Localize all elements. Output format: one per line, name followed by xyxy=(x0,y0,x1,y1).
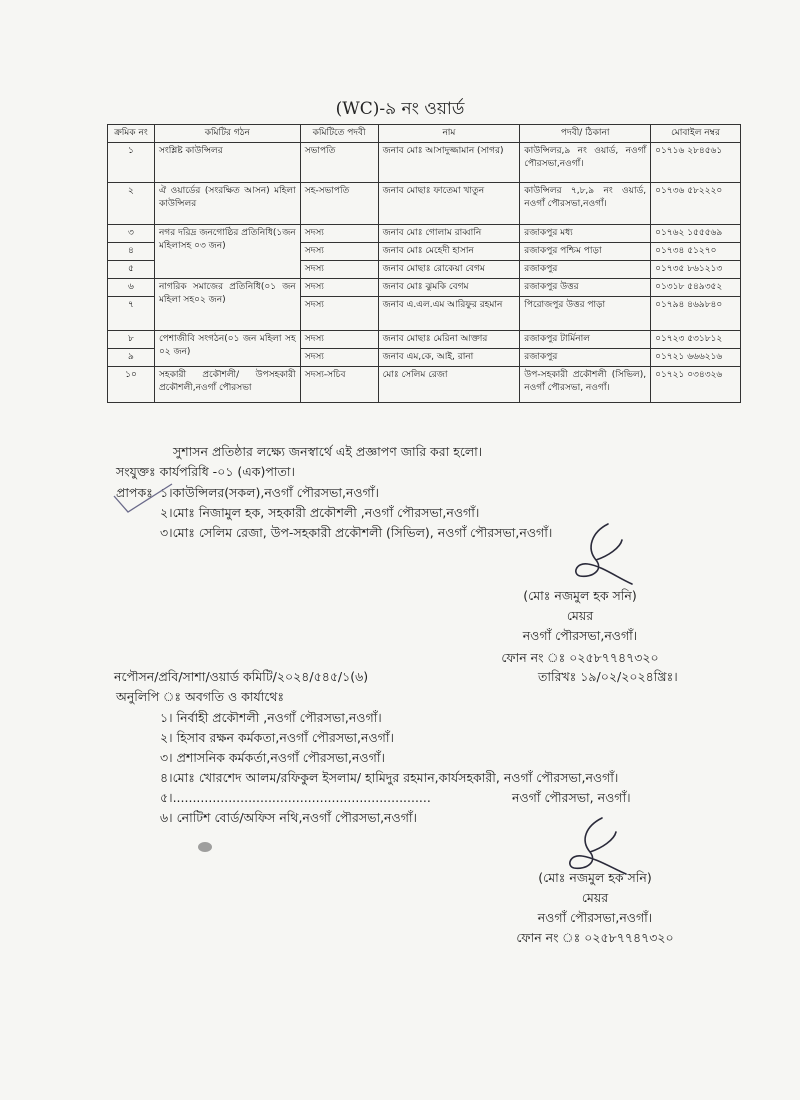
table-row xyxy=(108,331,741,349)
cell-name: জনাব এ.এল.এম আরিফুর রহমান xyxy=(378,297,520,331)
cell-formation: নাগরিক সমাজের প্রতিনিধি(০১ জন মহিলা সহ০২ জন) xyxy=(154,279,300,331)
cell-post: সদস্য-সচিব xyxy=(300,367,378,403)
cell-serial: ৯ xyxy=(108,349,155,367)
cell-formation: পেশাজীবি সংগঠন(০১ জন মহিলা সহ ০২ জন) xyxy=(154,331,300,367)
header-address: পদবী/ ঠিকানা xyxy=(520,125,651,143)
cell-mobile: ০১৩১৮ ৫৪৯৩৫২ xyxy=(651,279,741,297)
cell-serial: ১০ xyxy=(108,367,155,403)
cell-post: সহ-সভাপতি xyxy=(300,183,378,225)
signature-image xyxy=(562,518,642,590)
cell-address: পিরোজপুর উত্তর পাড়া xyxy=(520,297,651,331)
cell-post: সভাপতি xyxy=(300,143,378,183)
copy-item: ২। হিসাব রক্ষন কর্মকতা,নওগাঁ পৌরসভা,নওগাঁ। xyxy=(160,730,394,745)
cell-name: জনাব মোঃ ঝুমকি বেগম xyxy=(378,279,520,297)
signature2-designation: মেয়র xyxy=(581,890,609,905)
table-row xyxy=(108,143,741,183)
cell-mobile: ০১৭৩৫ ৮৬১২১৩ xyxy=(651,261,741,279)
cell-serial: ৩ xyxy=(108,225,155,243)
recipient-item: ৩।মোঃ সেলিম রেজা, উপ-সহকারী প্রকৌশলী (সিভিল), নওগাঁ পৌরসভা,নওগাঁ। xyxy=(160,525,553,540)
cell-post: সদস্য xyxy=(300,225,378,243)
cell-name: মোঃ সেলিম রেজা xyxy=(378,367,520,403)
table-row xyxy=(108,183,741,225)
signature1-office: নওগাঁ পৌরসভা,নওগাঁ। xyxy=(522,628,638,643)
copy-item: ৩। প্রশাসনিক কর্মকর্তা,নওগাঁ পৌরসভা,নওগাঁ। xyxy=(160,750,385,765)
copy-item: ৫।................................................................. xyxy=(160,790,431,805)
cell-address: রজাকপুর উত্তর xyxy=(520,279,651,297)
header-serial: ক্রমিক নং xyxy=(108,125,155,143)
cell-formation: সহকারী প্রকৌশলী/ উপসহকারী প্রকৌশলী,নওগাঁ পৌরসভা xyxy=(154,367,300,403)
checkmark-icon xyxy=(110,478,180,518)
cell-formation: নগর দরিদ্র জনগোষ্ঠির প্রতিনিধি(১জন মহিলাসহ ০৩ জন) xyxy=(154,225,300,279)
cell-name: জনাব মোছাঃ ফাতেমা খাতুন xyxy=(378,183,520,225)
signature2-office: নওগাঁ পৌরসভা,নওগাঁ। xyxy=(537,910,653,925)
cell-address: রজাকপুর টার্মিনাল xyxy=(520,331,651,349)
cell-address: কাউন্সিলর,৯ নং ওয়ার্ড, নওগাঁ পৌরসভা,নওগাঁ। xyxy=(520,143,651,183)
cell-serial: ৪ xyxy=(108,243,155,261)
header-post: কমিটিতে পদবী xyxy=(300,125,378,143)
signature2-phone: ফোন নং ঃ ০২৫৮৭৭৪৭৩২০ xyxy=(516,930,674,945)
cell-mobile: ০১৭২১ ৬৬৬২১৬ xyxy=(651,349,741,367)
copy-item: ১। নির্বাহী প্রকৌশলী ,নওগাঁ পৌরসভা,নওগাঁ। xyxy=(160,710,382,725)
notice-text: সুশাসন প্রতিষ্ঠার লক্ষ্যে জনস্বার্থে এই প্রজ্ঞাপণ জারি করা হলো। xyxy=(173,444,483,459)
recipients-label: প্রাপকঃ xyxy=(116,485,153,500)
header-mobile: মোবাইল নম্বর xyxy=(651,125,741,143)
cell-post: সদস্য xyxy=(300,297,378,331)
table-row xyxy=(108,225,741,243)
table-row xyxy=(108,279,741,297)
table-row xyxy=(108,367,741,403)
cell-post: সদস্য xyxy=(300,279,378,297)
signature1-designation: মেয়র xyxy=(566,608,594,623)
cell-formation: সংশ্লিষ্ট কাউন্সিলর xyxy=(154,143,300,183)
table-header-row xyxy=(108,125,741,143)
cell-mobile: ০১৭৩৬ ৫৮২২২০ xyxy=(651,183,741,225)
cell-address: কাউন্সিলর ৭,৮,৯ নং ওয়ার্ড, নওগাঁ পৌরসভা,নওগাঁ। xyxy=(520,183,651,225)
recipient-item: ১।কাউন্সিলর(সকল),নওগাঁ পৌরসভা,নওগাঁ। xyxy=(160,485,379,500)
cell-post: সদস্য xyxy=(300,349,378,367)
cell-serial: ৮ xyxy=(108,331,155,349)
signature1-phone: ফোন নং ঃ ০২৫৮৭৭৪৭৩২০ xyxy=(501,650,659,665)
cell-mobile: ০১৭২১ ০৩৪৩২৬ xyxy=(651,367,741,403)
cell-name: জনাব মোঃ গোলাম রাব্বানি xyxy=(378,225,520,243)
cell-serial: ৫ xyxy=(108,261,155,279)
memo-number: নপৌসন/প্রবি/সাশা/ওয়ার্ড কমিটি/২০২৪/৫৪৫/১(৬) xyxy=(114,669,369,684)
attachment-text: সংযুক্তঃ কার্যপরিধি -০১ (এক)পাতা। xyxy=(116,464,295,479)
cell-post: সদস্য xyxy=(300,243,378,261)
cell-name: জনাব মোঃ মেহেদী হাসান xyxy=(378,243,520,261)
cell-address: উপ-সহকারী প্রকৌশলী (সিভিল), নওগাঁ পৌরসভা, নওগাঁ। xyxy=(520,367,651,403)
cell-name: জনাব মোছাঃ রোকেয়া বেগম xyxy=(378,261,520,279)
cell-post: সদস্য xyxy=(300,331,378,349)
header-formation: কমিটির গঠন xyxy=(154,125,300,143)
cell-address: রজাকপুর মধ্য xyxy=(520,225,651,243)
ink-smudge xyxy=(198,842,212,852)
memo-date: তারিখঃ ১৯/০২/২০২৪খ্রিঃ। xyxy=(538,669,678,684)
ward-committee-table xyxy=(107,124,741,403)
cell-serial: ৬ xyxy=(108,279,155,297)
cell-name: জনাব মোছাঃ মেরিনা আক্তার xyxy=(378,331,520,349)
recipient-item: ২।মোঃ নিজামুল হক, সহকারী প্রকৌশলী ,নওগাঁ পৌরসভা,নওগাঁ। xyxy=(160,505,480,520)
cell-mobile: ০১৭২৩ ৫৩১৮১২ xyxy=(651,331,741,349)
cell-serial: ১ xyxy=(108,143,155,183)
cell-serial: ৭ xyxy=(108,297,155,331)
copy-label: অনুলিপি ঃ অবগতি ও কার্যাথেঃ xyxy=(116,689,285,704)
cell-address: রজাকপুর পশ্চিম পাড়া xyxy=(520,243,651,261)
copy-item-continuation: নওগাঁ পৌরসভা, নওগাঁ। xyxy=(512,790,631,805)
cell-name: জনাব মোঃ আসাদুজ্জামান (সাগর) xyxy=(378,143,520,183)
cell-address: রজাকপুর xyxy=(520,261,651,279)
header-name: নাম xyxy=(378,125,520,143)
copy-item: ৪।মোঃ খোরশেদ আলম/রফিকুল ইসলাম/ হামিদুর রহমান,কার্যসহকারী, নওগাঁ পৌরসভা,নওগাঁ। xyxy=(160,770,619,785)
cell-post: সদস্য xyxy=(300,261,378,279)
signature2-name: (মোঃ নজমুল হক সনি) xyxy=(538,870,652,885)
cell-mobile: ০১৭৯৪ ৪৬৯৮৪০ xyxy=(651,297,741,331)
cell-mobile: ০১৭১৬ ২৮৪৫৬১ xyxy=(651,143,741,183)
cell-mobile: ০১৭৬২ ১৫৫৫৬৯ xyxy=(651,225,741,243)
copy-item: ৬। নোটিশ বোর্ড/অফিস নথি,নওগাঁ পৌরসভা,নওগাঁ। xyxy=(160,810,418,825)
cell-formation: ঐ ওয়ার্ডের (সংরক্ষিত আসন) মহিলা কাউন্সিলর xyxy=(154,183,300,225)
signature1-name: (মোঃ নজমুল হক সনি) xyxy=(523,588,637,603)
cell-address: রজাকপুর xyxy=(520,349,651,367)
cell-mobile: ০১৭৩৪ ৫১২৭০ xyxy=(651,243,741,261)
cell-serial: ২ xyxy=(108,183,155,225)
cell-name: জনাব এম,কে, আই, রানা xyxy=(378,349,520,367)
document-title: (WC)-৯ নং ওয়ার্ড xyxy=(335,99,465,119)
